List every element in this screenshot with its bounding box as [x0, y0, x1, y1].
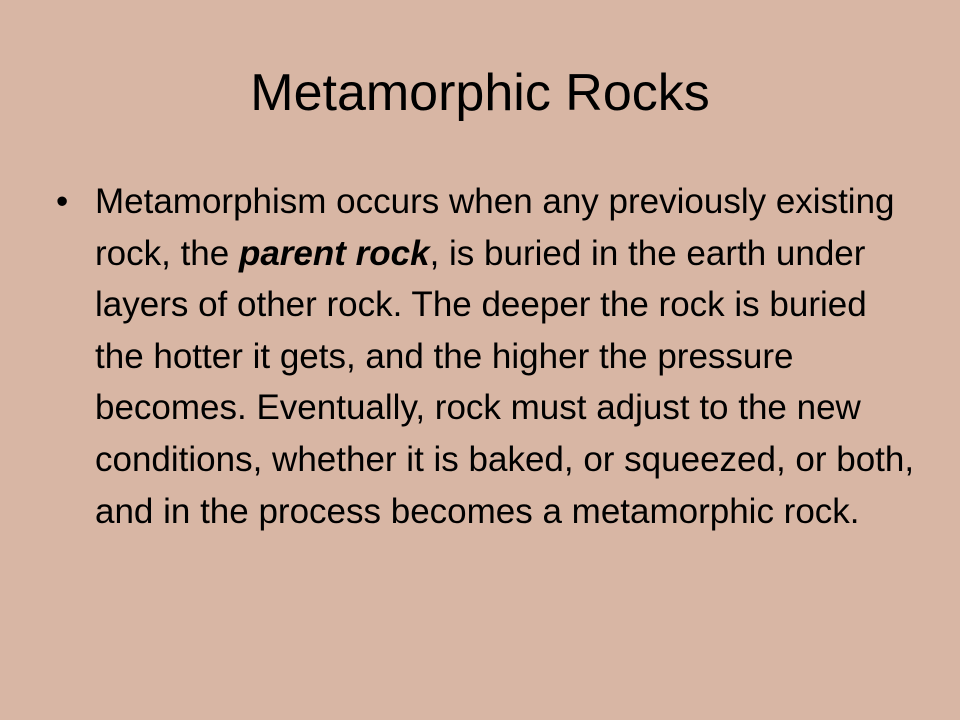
bullet-text-after: , is buried in the earth under layers of other rock. The deeper the rock is buried the hotter it gets, and the higher the pressure becomes. Eventually, rock must adjust to the new conditions, whether it is baked, or squeezed, or both, and in the process becomes a metamorphic rock. [95, 233, 915, 531]
bullet-text [95, 182, 914, 531]
bullet-list [56, 176, 916, 537]
slide-title: Metamorphic Rocks [250, 64, 710, 122]
bullet-item [56, 176, 916, 537]
bullet-marker: • [56, 182, 69, 221]
parent-rock-term: parent rock [238, 233, 430, 273]
bullet-text-before: Metamorphism occurs when any previously existing rock, the [95, 182, 895, 273]
